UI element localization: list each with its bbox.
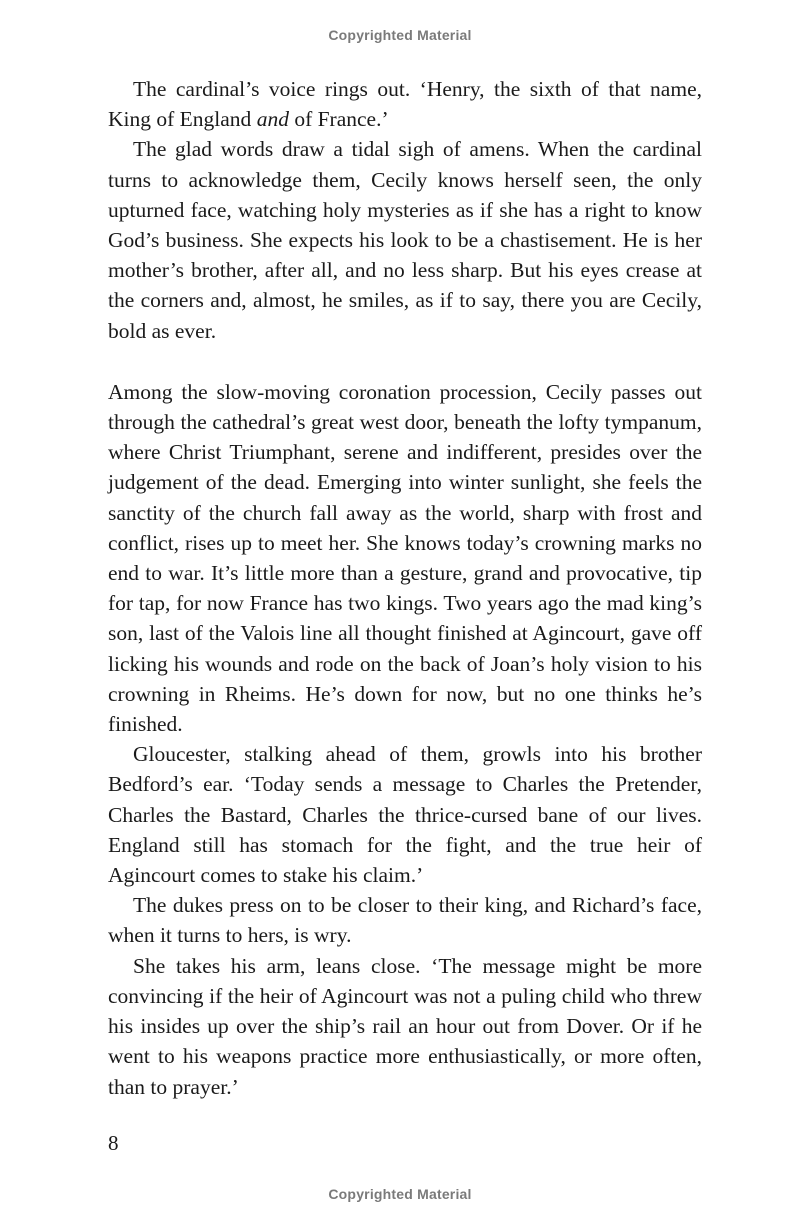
paragraph-text: The cardinal’s voice rings out. ‘Henry, the sixth of that name, King of England — [108, 77, 702, 132]
paragraph-dukes: The dukes press on to be closer to their king, and Richard’s face, when it turns to hers, is wry. — [108, 893, 702, 948]
paragraph-she-takes-his-arm: She takes his arm, leans close. ‘The message might be more convincing if the heir of Agincourt was not a puling child who threw his insides up over the ship’s rail an hour out from Dover. Or if he went to his weapons practice more enthusiastically, or more often, than to prayer.’ — [108, 953, 702, 1099]
copyright-watermark-bottom: Copyrighted Material — [328, 1186, 472, 1202]
italic-emphasis: and — [256, 107, 289, 132]
paragraph-text: of France.’ — [288, 107, 389, 132]
paragraph-cardinal-proclamation — [108, 74, 702, 134]
page-body — [108, 74, 702, 1102]
paragraph-glad-words: The glad words draw a tidal sigh of amens. When the cardinal turns to acknowledge them, Cecily knows herself seen, the only upturned face, watching holy mysteries as if she has a right to know God’s business. She expects his look to be a chastisement. He is her mother’s brother, after all, and no less sharp. But his eyes crease at the corners and, almost, he smiles, as if to say, there you are Cecily, bold as ever. — [108, 137, 702, 343]
paragraph-gloucester: Gloucester, stalking ahead of them, growls into his brother Bedford’s ear. ‘Today sends a message to Charles the Pretender, Charles the Bastard, Charles the thrice-cursed bane of our lives. England still has stomach for the fight, and the true heir of Agincourt comes to stake his claim.’ — [108, 742, 702, 888]
paragraph-procession: Among the slow-moving coronation procession, Cecily passes out through the cathedral’s great west door, beneath the lofty tympanum, where Christ Triumphant, serene and indifferent, presides over the judgement of the dead. Emerging into winter sunlight, she feels the sanctity of the church fall away as the world, sharp with frost and conflict, rises up to meet her. She knows today’s crowning marks no end to war. It’s little more than a gesture, grand and provocative, tip for tap, for now France has two kings. Two years ago the mad king’s son, last of the Valois line all thought finished at Agincourt, gave off licking his wounds and rode on the back of Joan’s holy vision to his crowning in Rheims. He’s down for now, but no one thinks he’s finished. — [108, 379, 702, 737]
copyright-watermark-top: Copyrighted Material — [328, 27, 472, 43]
page-number: 8 — [108, 1131, 119, 1155]
